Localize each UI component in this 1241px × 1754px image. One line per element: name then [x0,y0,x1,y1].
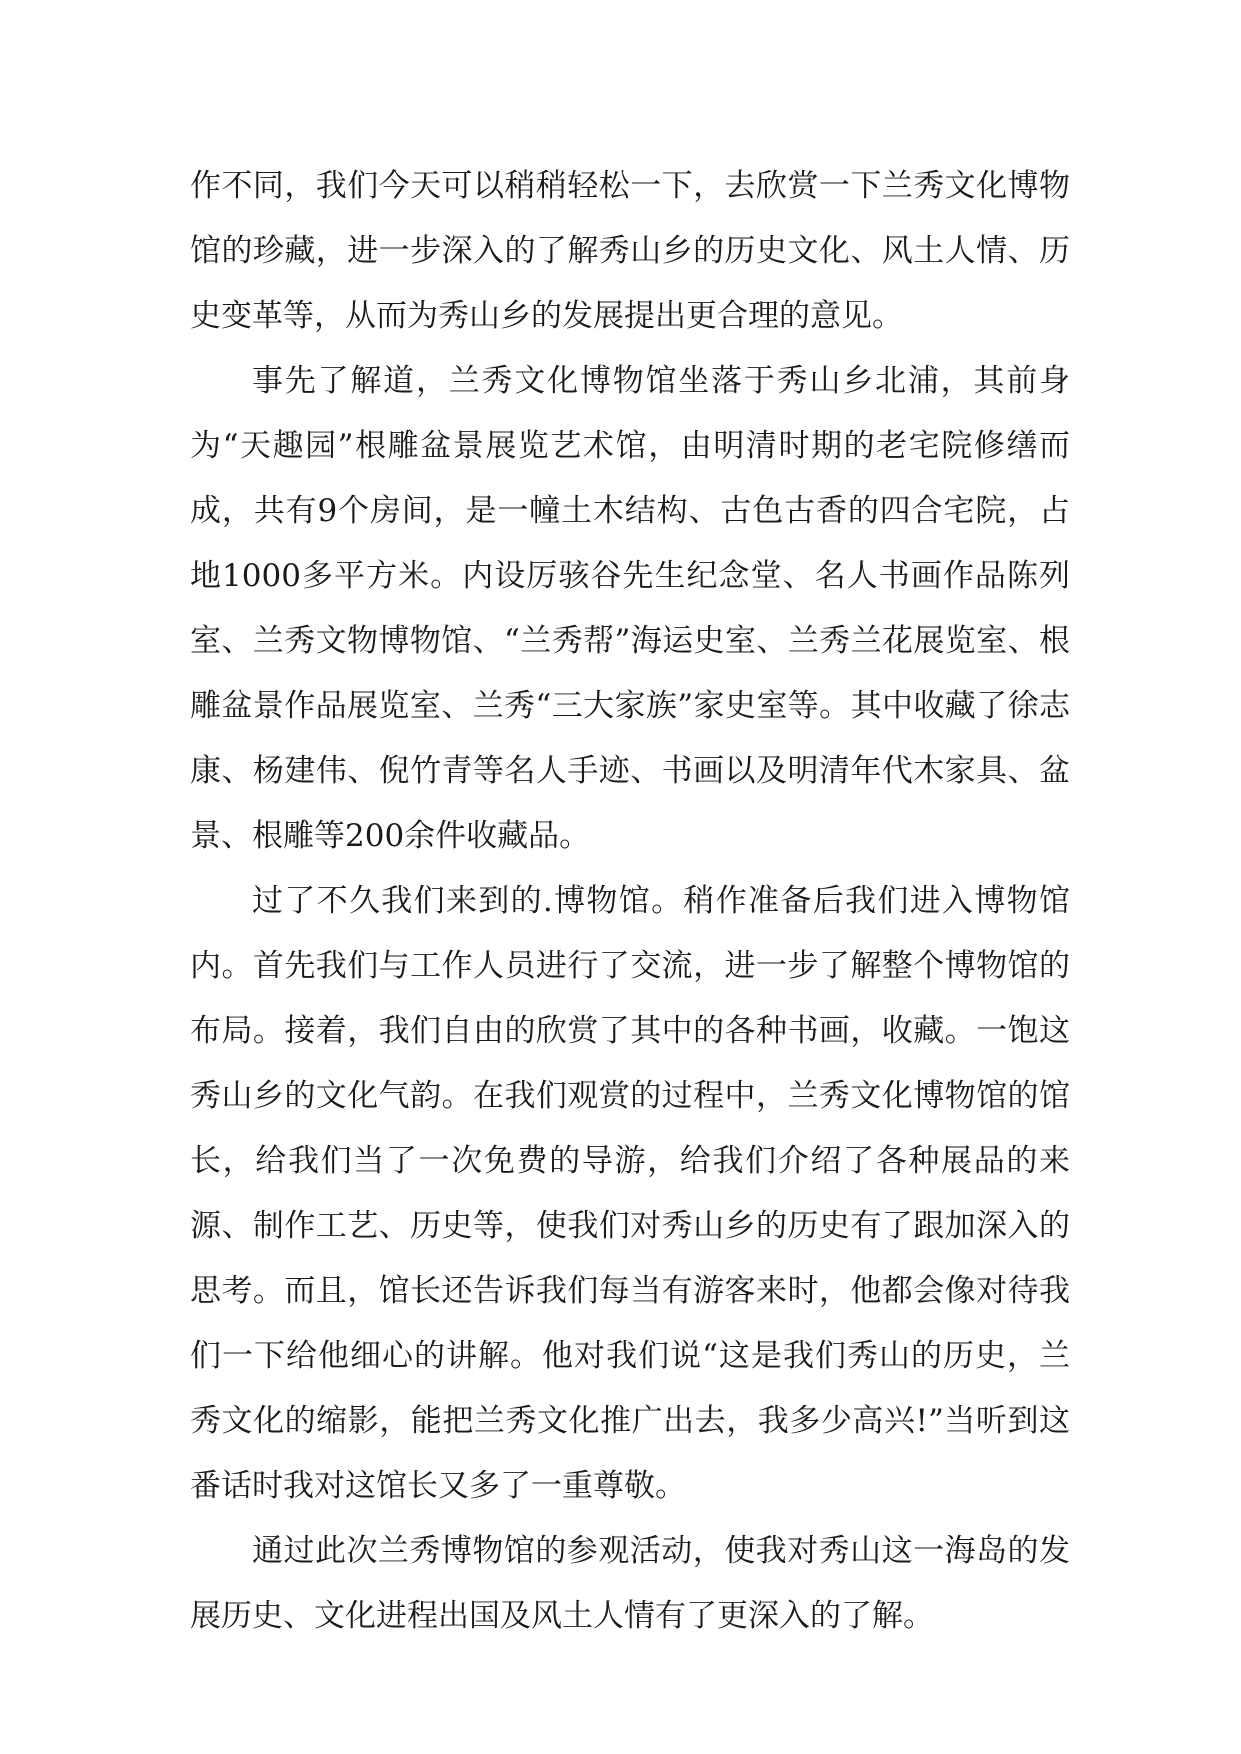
paragraph-museum-intro: 事先了解道，兰秀文化博物馆坐落于秀山乡北浦，其前身为“天趣园”根雕盆景展览艺术馆，由明清时期的老宅院修缮而成，共有9个房间，是一幢土木结构、古色古香的四合宅院，占地1000多平方米。内设厉骇谷先生纪念堂、名人书画作品陈列室、兰秀文物博物馆、“兰秀帮”海运史室、兰秀兰花展览室、根雕盆景作品展览室、兰秀“三大家族”家史室等。其中收藏了徐志康、杨建伟、倪竹青等名人手迹、书画以及明清年代木家具、盆景、根雕等200余件收藏品。 [190,363,1070,854]
paragraph-visit: 过了不久我们来到的.博物馆。稍作准备后我们进入博物馆内。首先我们与工作人员进行了交流，进一步了解整个博物馆的布局。接着，我们自由的欣赏了其中的各种书画，收藏。一饱这秀山乡的文化气韵。在我们观赏的过程中，兰秀文化博物馆的馆长，给我们当了一次免费的导游，给我们介绍了各种展品的来源、制作工艺、历史等，使我们对秀山乡的历史有了跟加深入的思考。而且，馆长还告诉我们每当有游客来时，他都会像对待我们一下给他细心的讲解。他对我们说“这是我们秀山的历史，兰秀文化的缩影，能把兰秀文化推广出去，我多少高兴!”当听到这番话时我对这馆长又多了一重尊敬。 [190,883,1070,1504]
document-body [190,154,1070,1649]
paragraph-continued: 作不同，我们今天可以稍稍轻松一下，去欣赏一下兰秀文化博物馆的珍藏，进一步深入的了解秀山乡的历史文化、风土人情、历史变革等，从而为秀山乡的发展提出更合理的意见。 [190,168,1070,334]
paragraph-conclusion: 通过此次兰秀博物馆的参观活动，使我对秀山这一海岛的发展历史、文化进程出国及风土人情有了更深入的了解。 [190,1533,1070,1634]
